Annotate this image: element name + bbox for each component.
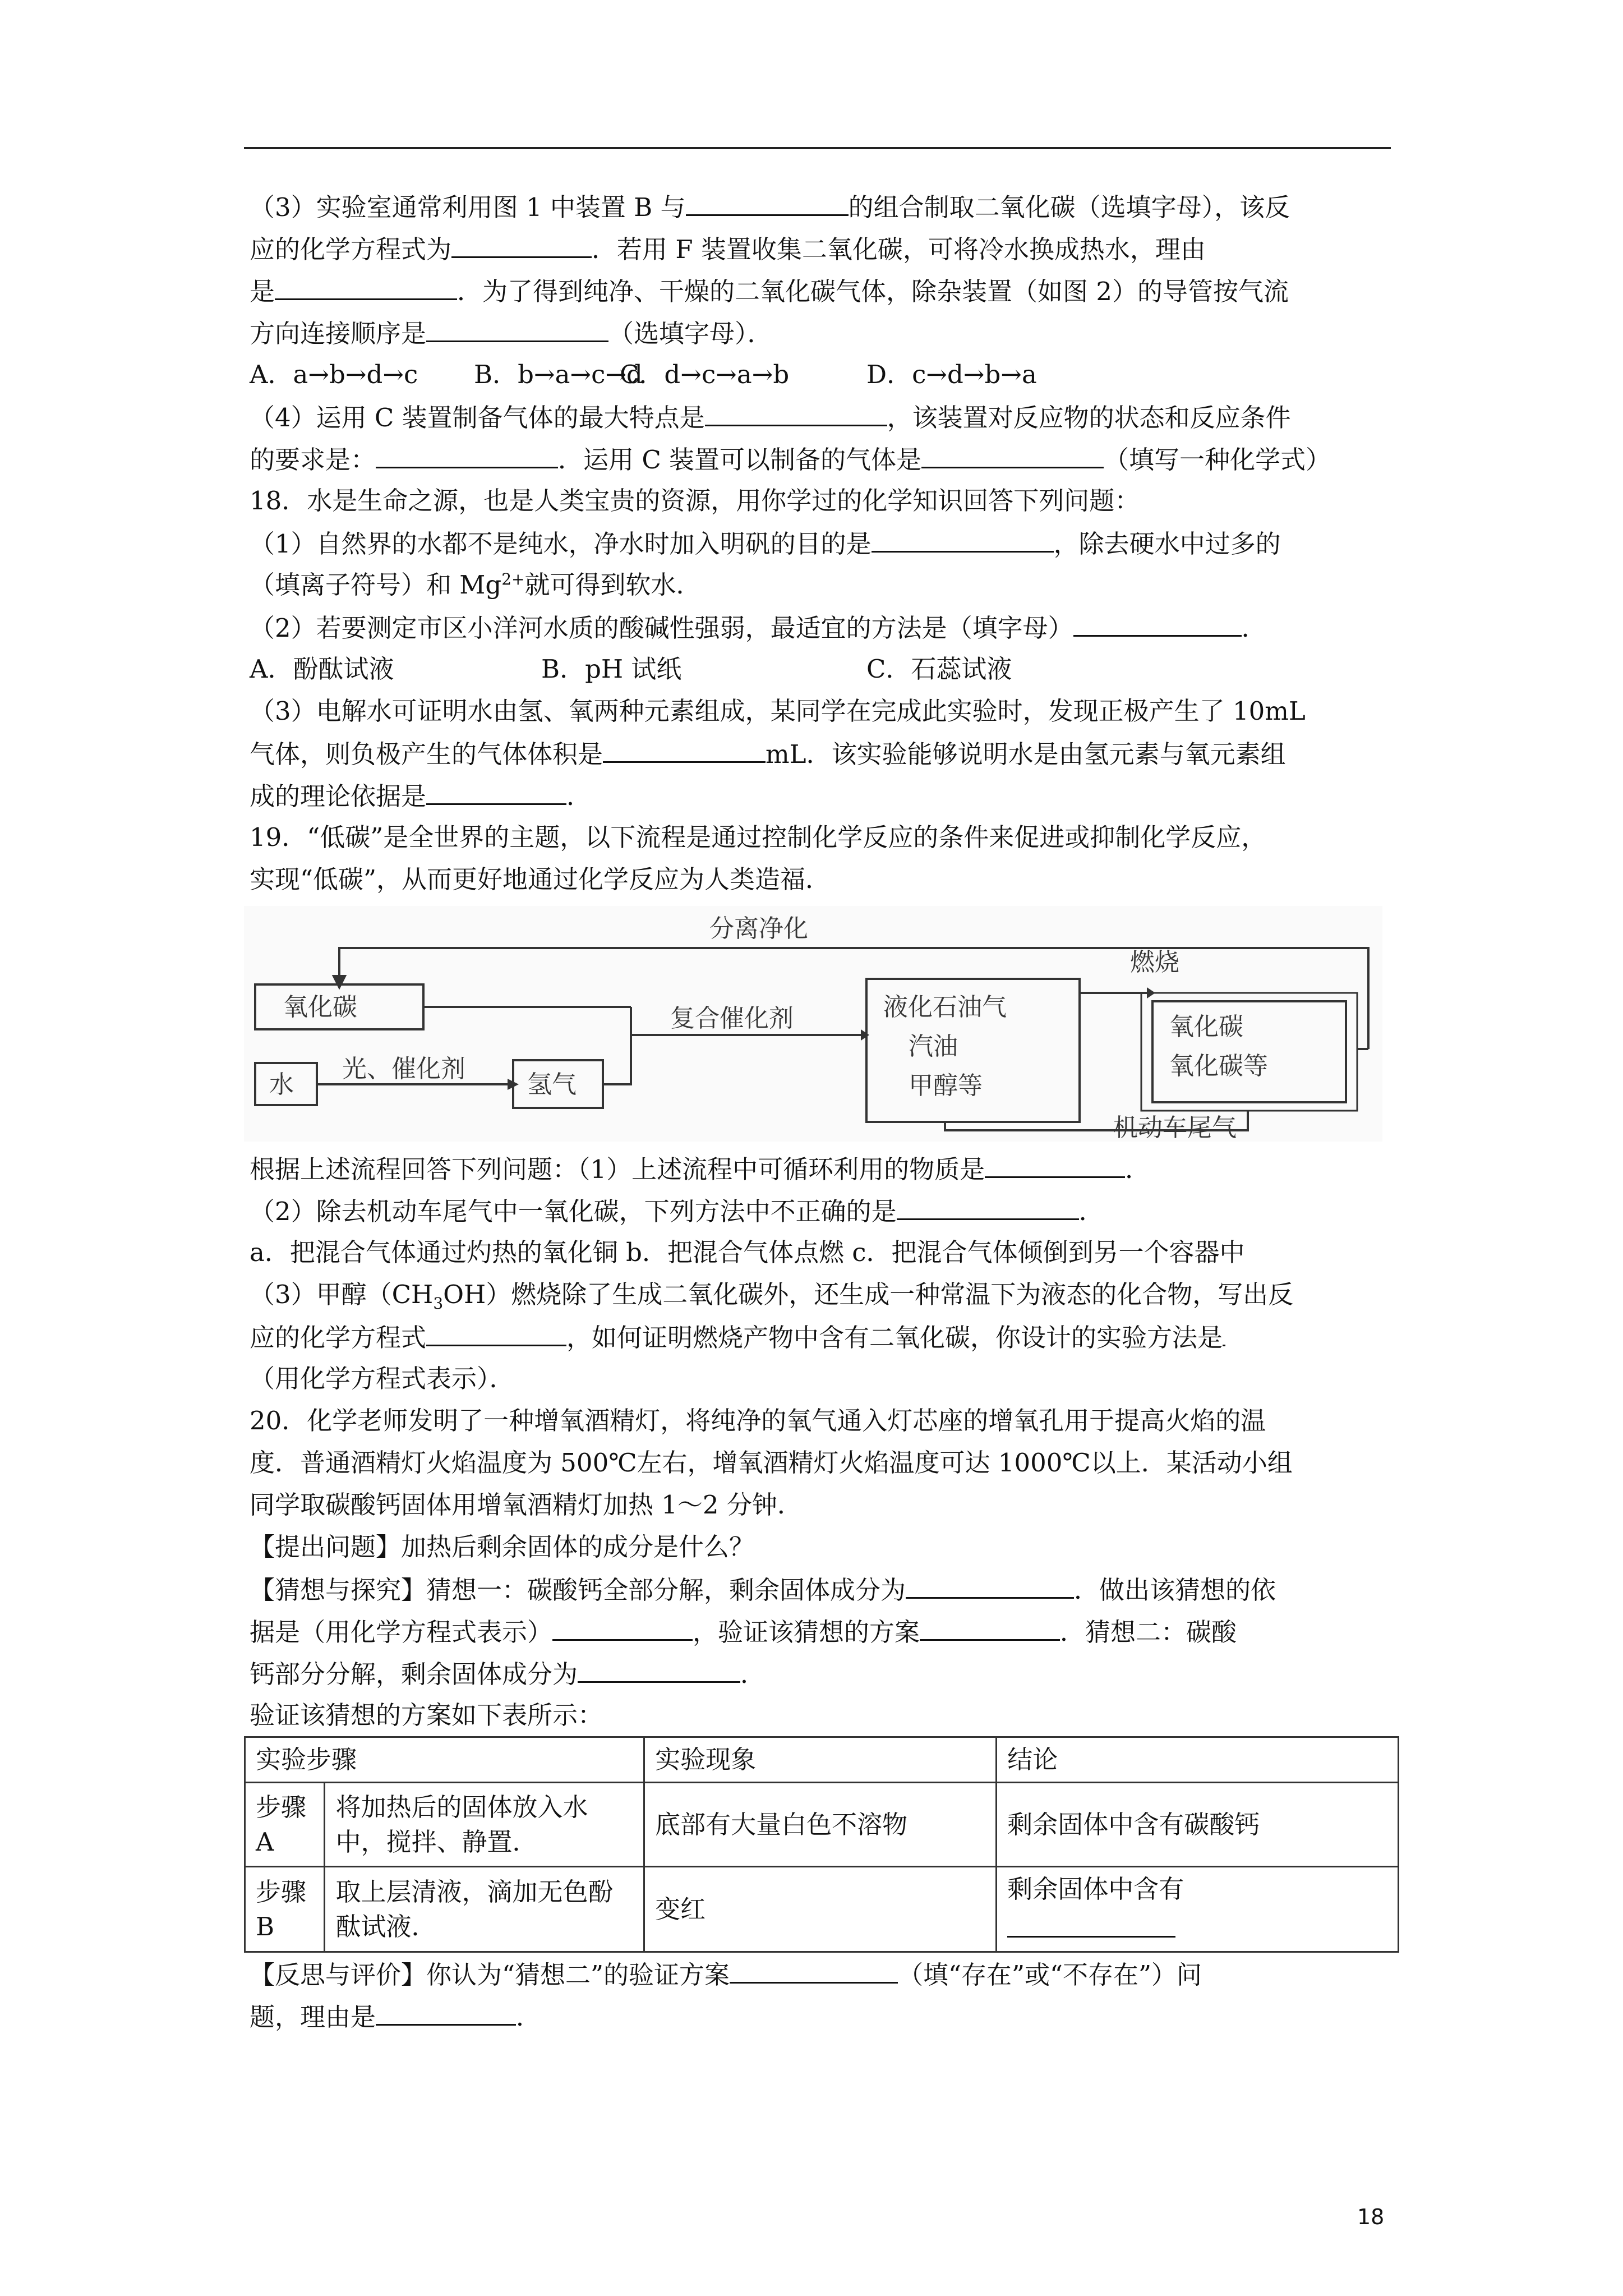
text: 【反思与评价】你认为“猜想二”的验证方案	[250, 1960, 730, 1990]
q20-line-2	[250, 1442, 1388, 1484]
table-header-row	[245, 1737, 1399, 1783]
q17-3-line-3	[250, 269, 1388, 311]
text: 钙部分分解，剩余固体成分为	[250, 1659, 578, 1689]
text: 【猜想与探究】猜想一：碳酸钙全部分解，剩余固体成分为	[250, 1575, 906, 1605]
text: 的组合制取二氧化碳（选填字母），该反	[848, 192, 1290, 222]
step-conclusion: 剩余固体中含有碳酸钙	[997, 1783, 1399, 1867]
answer-blank[interactable]	[897, 1189, 1079, 1220]
text: 20．化学老师发明了一种增氧酒精灯，将纯净的氧气通入灯芯座的增氧孔用于提高火焰的温	[250, 1406, 1266, 1435]
q18-stem	[250, 480, 1388, 522]
answer-blank[interactable]	[426, 311, 608, 342]
subscript: 3	[433, 1294, 444, 1313]
superscript: 2+	[501, 570, 525, 588]
conclusion-blank-wrap	[1007, 1907, 1387, 1947]
q20-guess-line-1	[250, 1568, 1388, 1610]
q18-2-line	[250, 606, 1388, 648]
text: ，如何证明燃烧产物中含有二氧化碳，你设计的实验方法是	[566, 1323, 1223, 1352]
flow-diagram-svg	[244, 906, 1382, 1142]
q20-table-intro	[250, 1694, 1388, 1736]
q18-1-line-2	[250, 564, 1388, 606]
header-conclusion: 结论	[997, 1737, 1399, 1783]
label-methanol: 甲醇等	[909, 1071, 983, 1100]
answer-blank[interactable]	[1223, 1315, 1225, 1346]
q19-3-line-2	[250, 1315, 1388, 1358]
answer-blank[interactable]	[921, 438, 1104, 468]
text: ．	[566, 781, 592, 811]
text: 同学取碳酸钙固体用增氧酒精灯加热 1～2 分钟．	[250, 1490, 803, 1520]
text: 是	[250, 277, 275, 306]
option-a[interactable]: A．酚酞试液	[250, 654, 394, 684]
q19-2-line	[250, 1189, 1388, 1231]
q19-stem-1	[250, 816, 1388, 858]
step-conclusion-cell	[997, 1867, 1399, 1952]
q20-line-3	[250, 1484, 1388, 1526]
text: （填离子符号）和 Mg	[250, 570, 502, 600]
text: ，该装置对反应物的状态和反应条件	[887, 403, 1291, 432]
q19-3-line-3	[250, 1358, 1388, 1400]
label-gas-2: 氧化碳等	[1169, 1052, 1268, 1080]
label-water: 水	[269, 1070, 294, 1099]
answer-blank[interactable]	[451, 227, 592, 258]
answer-blank[interactable]	[426, 774, 566, 805]
text: ．猜想二：碳酸	[1060, 1617, 1237, 1647]
text: （填写一种化学式）	[1104, 445, 1331, 475]
text: 方向连接顺序是	[250, 319, 427, 348]
option-c[interactable]: C．d→c→a→b	[620, 360, 790, 389]
text: ．	[516, 2002, 542, 2032]
answer-blank[interactable]	[906, 1568, 1074, 1599]
label-composite-catalyst: 复合催化剂	[670, 1004, 794, 1033]
q19-stem-2	[250, 858, 1388, 900]
answer-blank[interactable]	[686, 185, 849, 216]
page-content	[250, 185, 1388, 2037]
q18-3-line-3	[250, 774, 1388, 816]
answer-blank[interactable]	[920, 1610, 1060, 1641]
q18-3-line-1	[250, 690, 1388, 732]
q18-2-options	[250, 648, 1388, 690]
step-label: 步骤A	[245, 1783, 325, 1867]
answer-blank[interactable]	[603, 732, 766, 763]
text: （2）若要测定市区小洋河水质的酸碱性强弱，最适宜的方法是（填字母）	[250, 613, 1073, 643]
q19-3-line-1	[250, 1273, 1388, 1315]
experiment-table	[244, 1736, 1399, 1953]
text: （4）运用 C 装置制备气体的最大特点是	[250, 403, 705, 432]
answer-blank[interactable]	[376, 438, 558, 468]
page-number: 18	[1357, 2205, 1385, 2229]
answer-blank[interactable]	[872, 522, 1054, 553]
q20-reflect-line-2	[250, 1995, 1388, 2037]
q20-question	[250, 1526, 1388, 1568]
text: 19．“低碳”是全世界的主题，以下流程是通过控制化学反应的条件来促进或抑制化学反应，	[250, 822, 1267, 852]
answer-blank[interactable]	[552, 1610, 693, 1641]
step-conclusion: 剩余固体中含有	[1007, 1874, 1184, 1904]
q17-3-line-4	[250, 311, 1388, 353]
table-row	[245, 1783, 1399, 1867]
q19-2-options	[250, 1231, 1388, 1273]
text: 应的化学方程式为	[250, 234, 452, 264]
text: （用化学方程式表示）．	[250, 1364, 515, 1393]
step-phenomenon: 变红	[644, 1867, 997, 1952]
label-burn: 燃烧	[1130, 948, 1179, 977]
text: 的要求是：	[250, 445, 376, 475]
text: （3）电解水可证明水由氢、氧两种元素组成，某同学在完成此实验时，发现正极产生了 10mL	[250, 696, 1306, 726]
low-carbon-flow-diagram	[250, 906, 1388, 1142]
answer-blank[interactable]	[426, 1315, 566, 1346]
q17-4-line-2	[250, 438, 1388, 480]
answer-blank[interactable]	[1007, 1907, 1175, 1938]
label-gasoline: 汽油	[909, 1032, 958, 1061]
text: ，验证该猜想的方案	[693, 1617, 920, 1647]
text: ．	[1125, 1154, 1151, 1184]
text: mL．该实验能够说明水是由氢元素与氧元素组	[766, 739, 1286, 769]
option-b[interactable]: B．b→a→c→d	[474, 360, 643, 389]
text: 题，理由是	[250, 2002, 376, 2032]
q20-guess-line-3	[250, 1652, 1388, 1694]
text: ．做出该猜想的依	[1074, 1575, 1276, 1605]
text: 就可得到软水．	[524, 570, 702, 600]
text: （3）实验室通常利用图 1 中装置 B 与	[250, 192, 686, 222]
q19-1-line	[250, 1147, 1388, 1189]
step-action: 将加热后的固体放入水中，搅拌、静置．	[325, 1783, 644, 1867]
text: ．若用 F 装置收集二氧化碳，可将冷水换成热水，理由	[592, 234, 1206, 264]
option-d[interactable]: D．c→d→b→a	[866, 360, 1037, 389]
header-phenomenon: 实验现象	[644, 1737, 997, 1783]
options-text[interactable]: a．把混合气体通过灼热的氧化铜 b．把混合气体点燃 c．把混合气体倾倒到另一个容器中	[250, 1237, 1245, 1267]
q17-3-line-2	[250, 227, 1388, 269]
text: 实现“低碳”，从而更好地通过化学反应为人类造福．	[250, 864, 831, 894]
text: （1）自然界的水都不是纯水，净水时加入明矾的目的是	[250, 529, 872, 559]
q20-guess-line-2	[250, 1610, 1388, 1652]
q17-3-line-1	[250, 185, 1388, 227]
answer-blank[interactable]	[985, 1147, 1125, 1178]
answer-blank[interactable]	[1073, 606, 1242, 637]
text: ．为了得到纯净、干燥的二氧化碳气体，除杂装置（如图 2）的导管按气流	[457, 277, 1289, 306]
label-hydrogen: 氢气	[527, 1070, 577, 1099]
q18-3-line-2	[250, 732, 1388, 774]
q20-line-1	[250, 1400, 1388, 1442]
text: 度．普通酒精灯火焰温度为 500℃左右，增氧酒精灯火焰温度可达 1000℃以上．某活动小组	[250, 1448, 1293, 1478]
answer-blank[interactable]	[705, 395, 887, 426]
step-phenomenon: 底部有大量白色不溶物	[644, 1783, 997, 1867]
label-separation: 分离净化	[709, 914, 808, 943]
text: ．运用 C 装置可以制备的气体是	[558, 445, 922, 475]
label-co2: 氧化碳	[283, 993, 357, 1022]
text: ．	[1241, 613, 1267, 643]
answer-blank[interactable]	[578, 1652, 740, 1683]
label-exhaust: 机动车尾气	[1113, 1114, 1237, 1142]
header-rule	[244, 147, 1391, 149]
text: ．	[1078, 1197, 1104, 1226]
text: （填“存在”或“不存在”）问	[898, 1960, 1202, 1990]
text: ．	[740, 1659, 766, 1689]
text: 验证该猜想的方案如下表所示：	[250, 1700, 603, 1730]
text: ，除去硬水中过多的	[1053, 529, 1281, 559]
step-action: 取上层清液，滴加无色酚酞试液．	[325, 1867, 644, 1952]
option-b[interactable]: B．pH 试纸	[541, 654, 682, 684]
text: （选填字母）．	[608, 319, 773, 348]
option-c[interactable]: C．石蕊试液	[866, 654, 1012, 684]
answer-blank[interactable]	[730, 1953, 898, 1984]
answer-blank[interactable]	[275, 269, 457, 300]
table-row	[245, 1867, 1399, 1952]
label-gas-1: 氧化碳	[1169, 1013, 1243, 1041]
text: （2）除去机动车尾气中一氧化碳，下列方法中不正确的是	[250, 1197, 897, 1226]
label-lpg: 液化石油气	[883, 993, 1007, 1022]
step-label: 步骤B	[245, 1867, 325, 1952]
text: 成的理论依据是	[250, 781, 427, 811]
text: 气体，则负极产生的气体体积是	[250, 739, 603, 769]
text: 应的化学方程式	[250, 1323, 427, 1352]
option-a[interactable]: A．a→b→d→c	[250, 360, 418, 389]
text: 18．水是生命之源，也是人类宝贵的资源，用你学过的化学知识回答下列问题：	[250, 486, 1140, 516]
text: 根据上述流程回答下列问题：（1）上述流程中可循环利用的物质是	[250, 1154, 985, 1184]
text: （3）甲醇（CH	[250, 1280, 434, 1309]
text: 据是（用化学方程式表示）	[250, 1617, 553, 1647]
text: 【提出问题】加热后剩余固体的成分是什么？	[250, 1532, 755, 1562]
label-light-catalyst: 光、催化剂	[342, 1055, 465, 1083]
answer-blank[interactable]	[376, 1995, 516, 2026]
q18-1-line-1	[250, 522, 1388, 564]
header-step: 实验步骤	[245, 1737, 644, 1783]
q17-4-line-1	[250, 395, 1388, 438]
q20-reflect-line-1	[250, 1953, 1388, 1995]
q17-3-options	[250, 353, 1388, 395]
text: OH）燃烧除了生成二氧化碳外，还生成一种常温下为液态的化合物，写出反	[443, 1280, 1294, 1309]
